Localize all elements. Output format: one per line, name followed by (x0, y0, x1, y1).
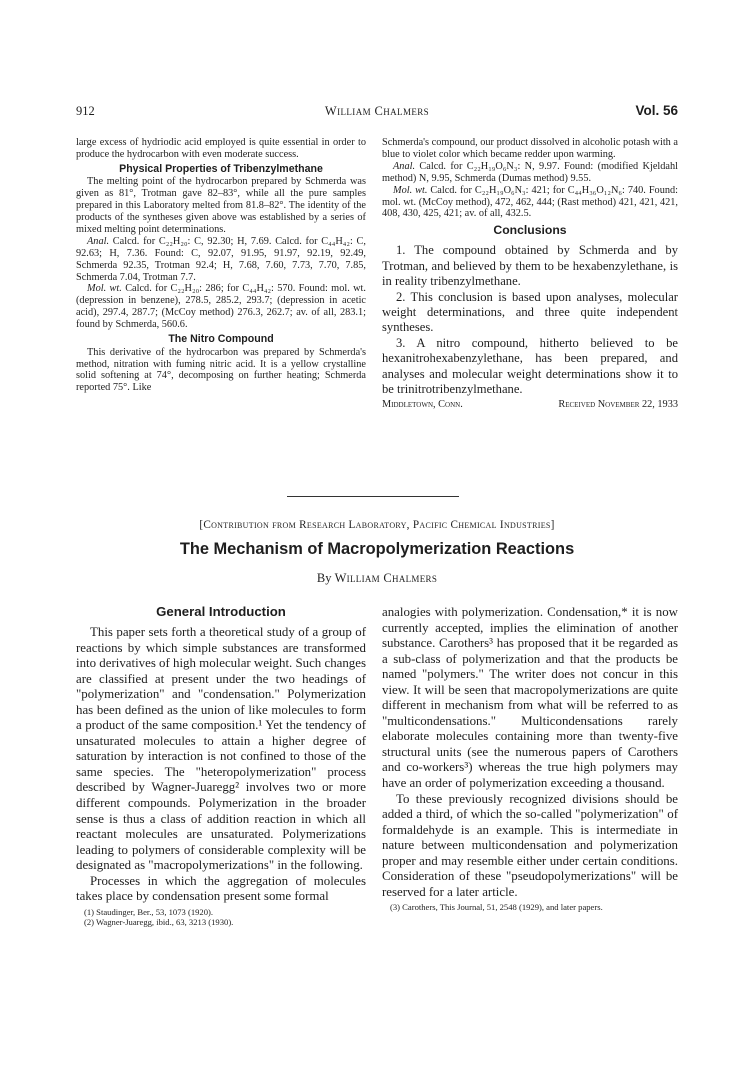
top-right-column (382, 137, 678, 411)
bottom-right-column (382, 605, 678, 913)
paragraph: analogies with polymerization. Condensation,* it is now currently accepted, implies the elimination of another substance. Carothers³ has proposed that it be regarded as a sub-class of polymerization and that the products be named "polymers." The writer does not concur in this view. It will be seen that macropolymerizations are quite different in mechanism from what will be referred to as "multicondensations." Multicondensations rarely elaborate molecules containing more than twenty-five structural units (see the numerous papers of Carothers and co-workers³) whereas the true high polymers may have an order of polymerization exceeding a thousand. (382, 605, 678, 791)
paragraph: To these previously recognized divisions should be added a third, of which the so-called "polymerization" of formaldehyde is an example. This is intermediate in nature between multicondensation and polymerization proper and may resemble either under certain conditions. Consideration of these "pseudopolymerizations" will be reserved for a later article. (382, 791, 678, 899)
article-title: The Mechanism of Macropolymerization Reactions (179, 540, 575, 558)
molwt-text: Calcd. for C₂₂H₁₉O₆N₃: 421; for C₄₄H₃₆O₁₂N₆: 740. Found: mol. wt. (McCoy method), 472, 462, 444; (Rast method) 421, 421, 421, 408, 430, 425, 421; av. of all, 432.5. (382, 184, 679, 220)
byline-by: By (316, 571, 332, 585)
paragraph: This paper sets forth a theoretical study of a group of reactions by which simple substances are transformed into derivatives of high molecular weight. Such changes are classified at present under the two headings of "polymerization" and "condensation." Polymerization has been defined as the union of like molecules to form a product of the same composition.¹ Yet the tendency of unsaturated molecules to attain a higher degree of saturation by interaction is not confined to those of the same species. The "heteropolymerization" process described by Wagner-Juaregg² involves two or more different compounds. Polymerization in the broader sense is thus a class of addition reaction in which all reactant molecules are unsaturated. Polymerizations leading to polymers of considerable complexity will be designated as "macropolymerizations" in the following. (76, 625, 366, 873)
analysis-text: Calcd. for C₂₂H₂₀: C, 92.30; H, 7.69. Calcd. for C₄₄H₄₂: C, 92.63; H, 7.36. Found: C, 92.07, 91.95, 91.97, 92.19, 92.49, Schmerda 92.35, Trotman 92.4; H, 7.68, 7.60, 7.73, 7.70, 7.85, Schmerda 7.04, Trotman 7.7. (76, 235, 366, 283)
footnotes (76, 907, 366, 928)
contribution-line: [Contribution from Research Laboratory, Pacific Chemical Industries] (199, 519, 555, 531)
signature-line (382, 399, 678, 411)
analysis-label: Anal. (393, 160, 416, 172)
conclusion-item: 3. A nitro compound, hitherto believed to be hexanitrohexabenzylethane, has been prepared, and analyses and molecular weight determinations show it to be trinitrotribenzylmethane. (382, 335, 678, 396)
molwt-paragraph (76, 283, 366, 331)
molwt-label: Mol. wt. (87, 283, 122, 295)
paragraph: The melting point of the hydrocarbon prepared by Schmerda was given as 81°, Trotman gave 82–83°, while all the pure samples prepared in this Laboratory melted from 81.8–82°. The identity of the products of the syntheses given above was established by a series of mixed melting point determinations. (76, 176, 366, 235)
paragraph: large excess of hydriodic acid employed is quite essential in order to produce the hydrocarbon with even moderate success. (76, 137, 366, 160)
conclusions-list (382, 243, 678, 397)
footnote: (2) Wagner-Juaregg, ibid., 63, 3213 (1930). (84, 917, 234, 928)
conclusion-item: 1. The compound obtained by Schmerda and by Trotman, and believed by them to be hexabenzylethane, is in reality tribenzylmethane. (382, 243, 678, 289)
section-heading: Physical Properties of Tribenzylmethane (119, 162, 323, 175)
running-header (76, 104, 678, 122)
footnote: (3) Carothers, This Journal, 51, 2548 (1929), and later papers. (390, 902, 603, 913)
molwt-label: Mol. wt. (393, 184, 428, 196)
conclusion-item: 2. This conclusion is based upon analyses, molecular weight determinations, and three quite independent syntheses. (382, 289, 678, 335)
molwt-paragraph (382, 185, 678, 221)
byline-author: William Chalmers (334, 571, 438, 585)
volume-label: Vol. 56 (635, 103, 678, 118)
paragraph: Schmerda's compound, our product dissolved in alcoholic potash with a blue to violet color which became redder upon warming. (382, 137, 678, 160)
analysis-paragraph (76, 236, 366, 284)
running-head-author: William Chalmers (324, 104, 430, 118)
section-heading: The Nitro Compound (168, 333, 274, 346)
analysis-label: Anal. (87, 235, 110, 247)
paragraph: This derivative of the hydrocarbon was prepared by Schmerda's method, nitration with fuming nitric acid. It is a yellow crystalline solid softening at 74°, decomposing on further heating; Schmerda reported 75°. Like (76, 346, 366, 394)
footnote: (1) Staudinger, Ber., 53, 1073 (1920). (84, 906, 214, 917)
paragraph: Processes in which the aggregation of molecules takes place by condensation present some formal (76, 873, 366, 904)
section-heading: General Introduction (156, 604, 286, 619)
location: Middletown, Conn. (382, 399, 463, 411)
byline (76, 571, 678, 586)
molwt-text: Calcd. for C₂₂H₂₀: 286; for C₄₄H₄₂: 570. Found: mol. wt. (depression in benzene), 278.5, 285.2, 293.7; (depression in acetic acid), 297.4, 287.7; (McCoy method) 276.3, 262.7; av. of all, 283.1; found by Schmerda, 560.6. (76, 283, 366, 331)
section-divider (287, 496, 459, 497)
page-number: 912 (76, 104, 95, 118)
bottom-left-column (76, 603, 366, 928)
top-left-column (76, 137, 366, 394)
received-date: Received November 22, 1933 (558, 399, 678, 411)
footnotes (382, 902, 678, 913)
conclusions-heading: Conclusions (493, 223, 567, 238)
analysis-text: Calcd. for C₂₂H₁₉O₆N₃: N, 9.97. Found: (modified Kjeldahl method) N, 9.95, Schmerda (Dumas method) 9.55. (382, 160, 678, 184)
analysis-paragraph (382, 161, 678, 185)
